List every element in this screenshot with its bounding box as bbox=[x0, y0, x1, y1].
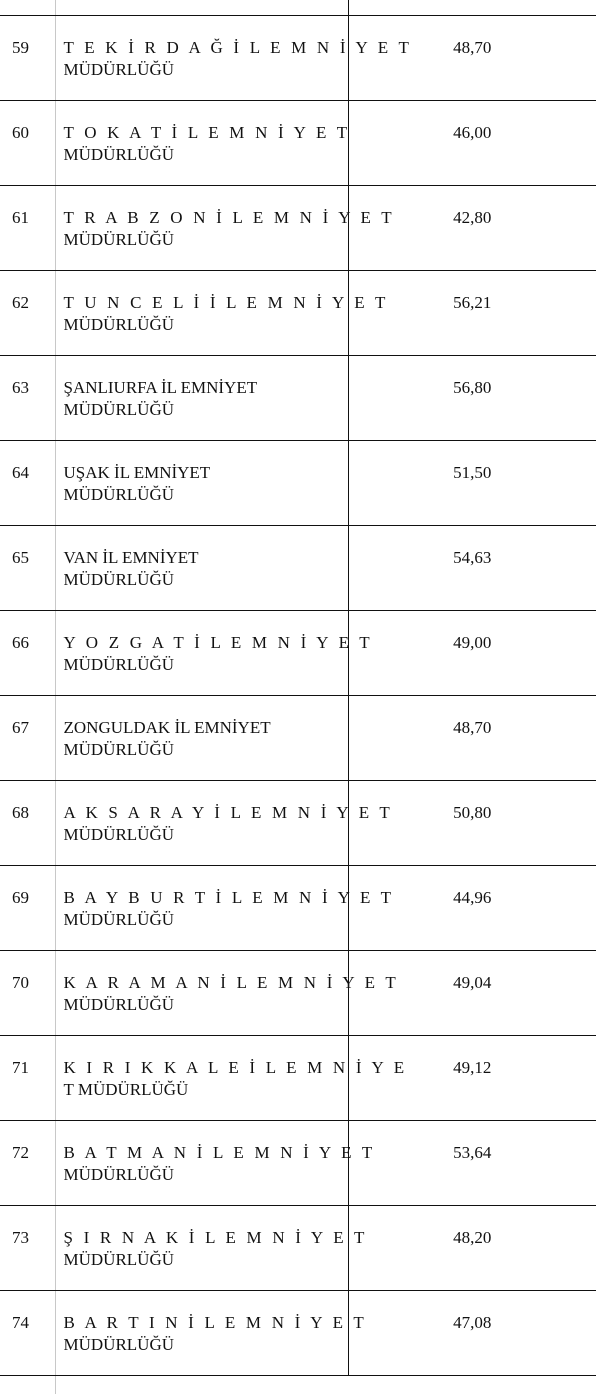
table-row bbox=[0, 611, 596, 696]
directorate-name-line-2: MÜDÜRLÜĞÜ bbox=[64, 314, 348, 336]
score-value: 48,70 bbox=[348, 696, 596, 781]
row-number: 73 bbox=[0, 1206, 55, 1291]
score-value: 46,00 bbox=[348, 101, 596, 186]
directorate-name-line-2: MÜDÜRLÜĞÜ bbox=[64, 399, 348, 421]
directorate-name bbox=[55, 951, 348, 1036]
directorate-name-line-1: T U N C E L İ İ L E M N İ Y E T bbox=[64, 292, 348, 314]
table-row bbox=[0, 781, 596, 866]
score-value: 47,08 bbox=[348, 1291, 596, 1376]
directorate-name-line-1: Ş I R N A K İ L E M N İ Y E T bbox=[64, 1227, 348, 1249]
directorate-name-line-2: MÜDÜRLÜĞÜ bbox=[64, 1334, 348, 1356]
directorate-name-line-2: MÜDÜRLÜĞÜ bbox=[64, 59, 348, 81]
directorate-name-line-1: T E K İ R D A Ğ İ L E M N İ Y E T bbox=[64, 37, 348, 59]
directorate-name bbox=[55, 1291, 348, 1376]
score-value: 50,80 bbox=[348, 781, 596, 866]
directorate-name-line-2: MÜDÜRLÜĞÜ bbox=[64, 569, 348, 591]
table-row bbox=[0, 1206, 596, 1291]
score-value: 54,63 bbox=[348, 526, 596, 611]
directorate-name-line-2: MÜDÜRLÜĞÜ bbox=[64, 654, 348, 676]
cell-empty bbox=[348, 1376, 596, 1394]
directorate-name bbox=[55, 356, 348, 441]
row-number: 74 bbox=[0, 1291, 55, 1376]
score-value: 42,80 bbox=[348, 186, 596, 271]
directorate-name bbox=[55, 16, 348, 101]
directorate-name-line-1: K I R I K K A L E İ L E M N İ Y E bbox=[64, 1057, 348, 1079]
directorate-name-line-1: T R A B Z O N İ L E M N İ Y E T bbox=[64, 207, 348, 229]
directorate-name-line-2: MÜDÜRLÜĞÜ bbox=[64, 484, 348, 506]
row-number: 72 bbox=[0, 1121, 55, 1206]
table-row bbox=[0, 441, 596, 526]
table-row bbox=[0, 1036, 596, 1121]
score-value: 48,70 bbox=[348, 16, 596, 101]
directorate-name-line-2: MÜDÜRLÜĞÜ bbox=[64, 229, 348, 251]
row-number: 68 bbox=[0, 781, 55, 866]
directorate-name-line-1: A K S A R A Y İ L E M N İ Y E T bbox=[64, 802, 348, 824]
table-row bbox=[0, 356, 596, 441]
table-row bbox=[0, 16, 596, 101]
cell-empty bbox=[55, 0, 348, 16]
directorate-name-line-1: Y O Z G A T İ L E M N İ Y E T bbox=[64, 632, 348, 654]
directorate-name-line-2: MÜDÜRLÜĞÜ bbox=[64, 144, 348, 166]
directorate-name-line-1: ZONGULDAK İL EMNİYET bbox=[64, 717, 348, 739]
table-row bbox=[0, 186, 596, 271]
score-value: 49,00 bbox=[348, 611, 596, 696]
score-value: 51,50 bbox=[348, 441, 596, 526]
score-value: 49,12 bbox=[348, 1036, 596, 1121]
row-number: 65 bbox=[0, 526, 55, 611]
directorate-name bbox=[55, 186, 348, 271]
row-number: 71 bbox=[0, 1036, 55, 1121]
directorate-name bbox=[55, 101, 348, 186]
directorate-name-line-2: MÜDÜRLÜĞÜ bbox=[64, 824, 348, 846]
table-row-continuation-top bbox=[0, 0, 596, 16]
directorate-name-line-2: MÜDÜRLÜĞÜ bbox=[64, 1164, 348, 1186]
row-number: 67 bbox=[0, 696, 55, 781]
table-row bbox=[0, 1121, 596, 1206]
row-number: 63 bbox=[0, 356, 55, 441]
directorate-name-line-2: MÜDÜRLÜĞÜ bbox=[64, 909, 348, 931]
score-value: 53,64 bbox=[348, 1121, 596, 1206]
directorate-name-line-2: MÜDÜRLÜĞÜ bbox=[64, 739, 348, 761]
score-value: 49,04 bbox=[348, 951, 596, 1036]
score-value: 56,80 bbox=[348, 356, 596, 441]
cell-empty bbox=[0, 1376, 55, 1394]
directorate-name bbox=[55, 1036, 348, 1121]
table-row bbox=[0, 1291, 596, 1376]
directorate-name bbox=[55, 441, 348, 526]
row-number: 64 bbox=[0, 441, 55, 526]
directorate-name bbox=[55, 781, 348, 866]
table-row bbox=[0, 951, 596, 1036]
row-number: 61 bbox=[0, 186, 55, 271]
directorate-name-line-1: B A T M A N İ L E M N İ Y E T bbox=[64, 1142, 348, 1164]
cell-empty bbox=[348, 0, 596, 16]
directorate-name-line-1: UŞAK İL EMNİYET bbox=[64, 462, 348, 484]
row-number: 60 bbox=[0, 101, 55, 186]
row-number: 69 bbox=[0, 866, 55, 951]
directorate-name-line-1: VAN İL EMNİYET bbox=[64, 547, 348, 569]
directorate-name bbox=[55, 866, 348, 951]
row-number: 70 bbox=[0, 951, 55, 1036]
directorate-name-line-2: T MÜDÜRLÜĞÜ bbox=[64, 1079, 348, 1101]
directorate-name-line-1: ŞANLIURFA İL EMNİYET bbox=[64, 377, 348, 399]
table-row bbox=[0, 696, 596, 781]
cell-empty bbox=[0, 0, 55, 16]
row-number: 66 bbox=[0, 611, 55, 696]
row-number: 62 bbox=[0, 271, 55, 356]
table-row bbox=[0, 526, 596, 611]
directorate-name-line-1: B A R T I N İ L E M N İ Y E T bbox=[64, 1312, 348, 1334]
directorate-name bbox=[55, 696, 348, 781]
table-row bbox=[0, 866, 596, 951]
table-row-continuation-bottom bbox=[0, 1376, 596, 1394]
table-row bbox=[0, 101, 596, 186]
directorate-name-line-2: MÜDÜRLÜĞÜ bbox=[64, 1249, 348, 1271]
directorate-name bbox=[55, 1121, 348, 1206]
directorate-name-line-1: B A Y B U R T İ L E M N İ Y E T bbox=[64, 887, 348, 909]
cell-empty bbox=[55, 1376, 348, 1394]
directorate-name-line-1: T O K A T İ L E M N İ Y E T bbox=[64, 122, 348, 144]
row-number: 59 bbox=[0, 16, 55, 101]
score-value: 48,20 bbox=[348, 1206, 596, 1291]
directorate-name bbox=[55, 1206, 348, 1291]
table-row bbox=[0, 271, 596, 356]
directorate-name bbox=[55, 271, 348, 356]
directorate-name-line-2: MÜDÜRLÜĞÜ bbox=[64, 994, 348, 1016]
directorate-name-line-1: K A R A M A N İ L E M N İ Y E T bbox=[64, 972, 348, 994]
score-value: 44,96 bbox=[348, 866, 596, 951]
score-value: 56,21 bbox=[348, 271, 596, 356]
directorate-name bbox=[55, 526, 348, 611]
directorate-name bbox=[55, 611, 348, 696]
